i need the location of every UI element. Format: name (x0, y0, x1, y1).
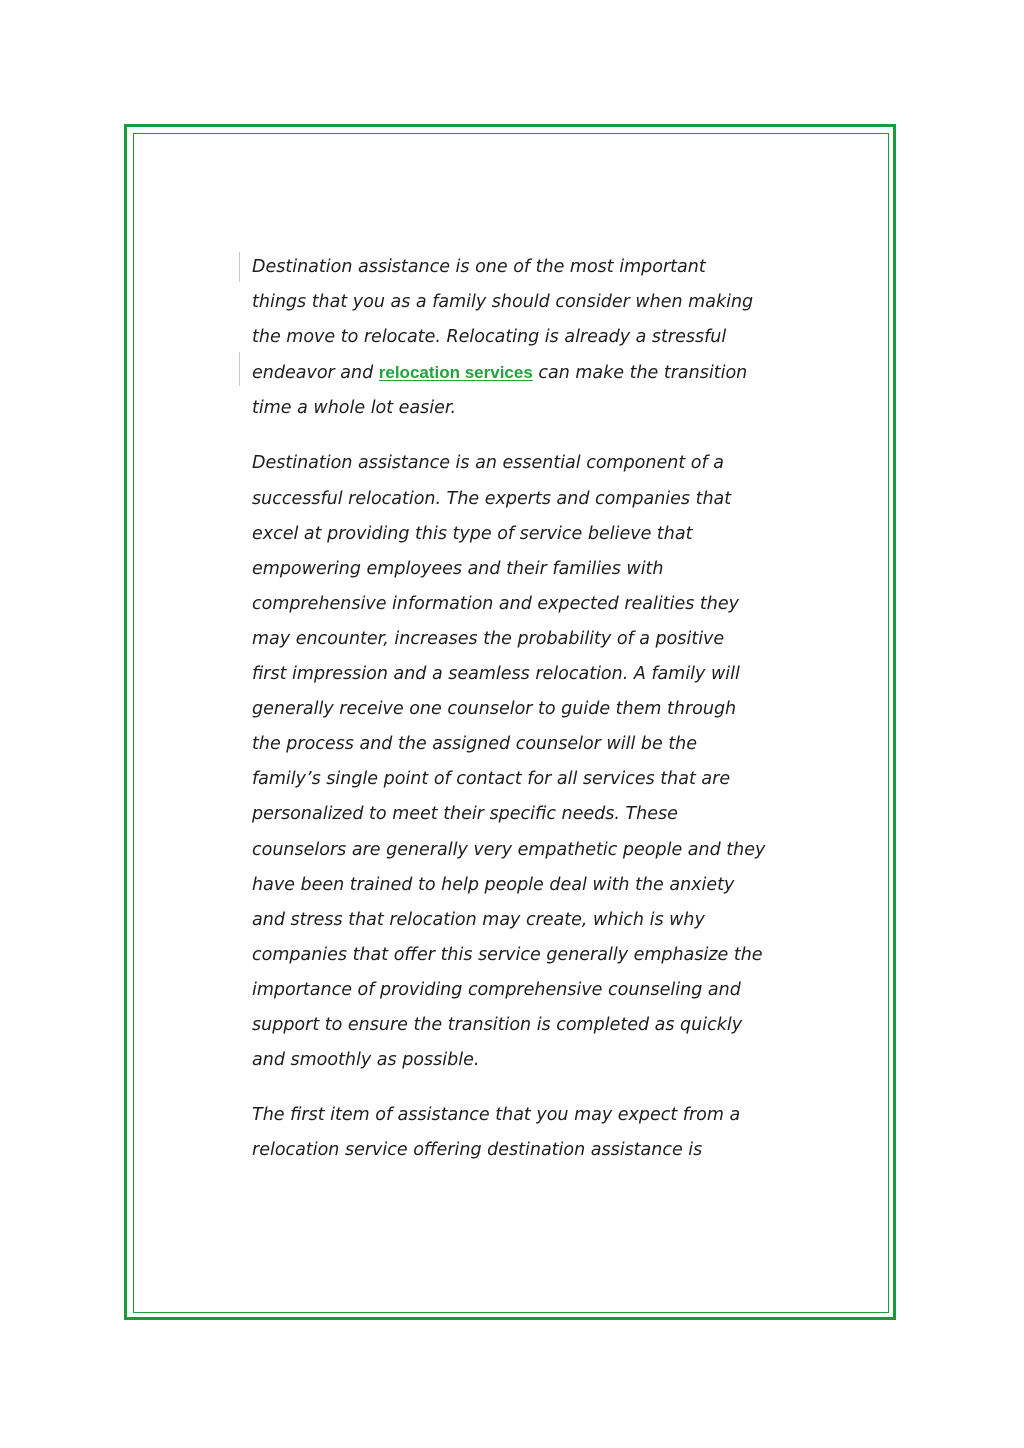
text-line-with-link (252, 355, 782, 391)
text-line: comprehensive information and expected realities they (252, 593, 739, 614)
text-line: the process and the assigned counselor will be the (252, 734, 698, 755)
text-line: Destination assistance is one of the most important (252, 257, 706, 277)
text-line: Destination assistance is an essential component of a (252, 453, 724, 474)
text-line: have been trained to help people deal with the anxiety (252, 874, 735, 895)
paragraph-intro (252, 250, 782, 426)
text-line: things that you as a family should consider when making (252, 292, 754, 313)
text-line: relocation service offering destination assistance is (252, 1140, 703, 1161)
margin-mark-top (239, 252, 240, 282)
text-line: counselors are generally very empathetic people and they (252, 839, 766, 860)
text-line: may encounter, increases the probability of a positive (252, 628, 725, 649)
document-body (252, 250, 782, 1188)
paragraph-first-item (252, 1098, 782, 1168)
text-line: support to ensure the transition is completed as quickly (252, 1014, 743, 1035)
text-line: and stress that relocation may create, which is why (252, 909, 705, 930)
text-line: successful relocation. The experts and companies that (252, 488, 732, 509)
text-line: the move to relocate. Relocating is already a stressful (252, 327, 727, 348)
text-line: personalized to meet their specific needs. These (252, 804, 678, 825)
text-line: importance of providing comprehensive counseling and (252, 979, 741, 1000)
margin-mark-middle (239, 352, 240, 386)
text-line: companies that offer this service generally emphasize the (252, 944, 763, 965)
text-line: empowering employees and their families with (252, 558, 664, 579)
relocation-services-link[interactable]: relocation services (378, 363, 533, 383)
text-line: excel at providing this type of service believe that (252, 523, 693, 544)
text-line: first impression and a seamless relocation. A family will (252, 664, 740, 685)
text-line: generally receive one counselor to guide them through (252, 699, 737, 720)
text-line: time a whole lot easier. (252, 398, 457, 419)
paragraph-essential-component (252, 446, 782, 1078)
text-line: and smoothly as possible. (252, 1050, 480, 1071)
text-line: family’s single point of contact for all services that are (252, 769, 731, 790)
text-after-link: can make the transition (532, 363, 748, 384)
text-before-link: endeavor and (252, 363, 379, 384)
text-line: The first item of assistance that you may expect from a (252, 1105, 741, 1126)
